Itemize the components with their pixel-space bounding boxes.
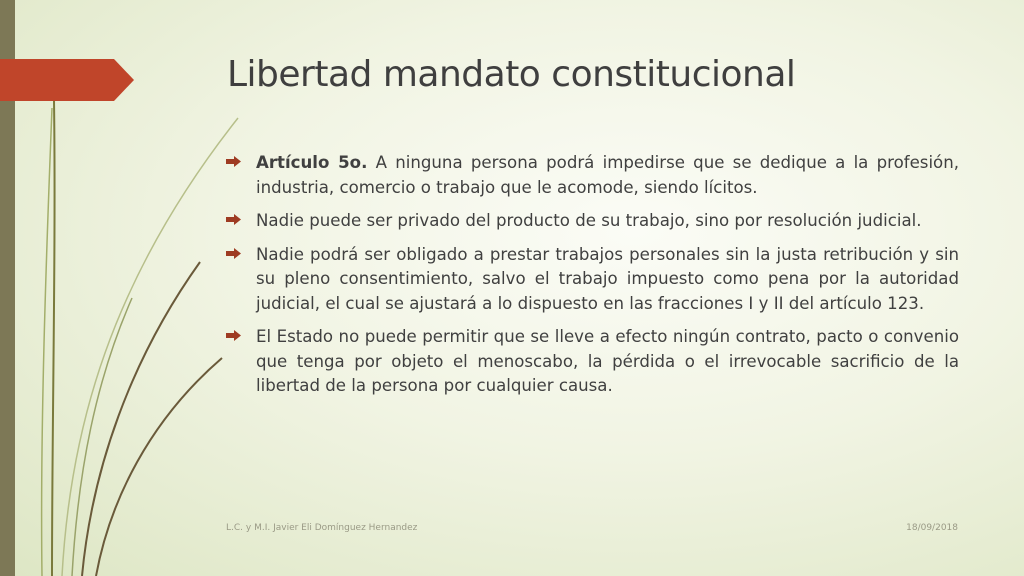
bullet-item	[226, 151, 959, 200]
bullet-text: Nadie podrá ser obligado a prestar trabajos personales sin la justa retribución y sin su pleno consentimiento, salvo el trabajo impuesto como pena por la autoridad judicial, el cual se ajustará a lo dispuesto en las fracciones I y II del artículo 123.	[256, 244, 959, 313]
arrow-right-icon	[226, 248, 241, 259]
bullet-item	[226, 243, 959, 317]
arrow-right-icon	[226, 156, 241, 167]
bullet-list	[226, 151, 959, 408]
bullet-item	[226, 325, 959, 399]
bullet-text: El Estado no puede permitir que se lleve a efecto ningún contrato, pacto o convenio que tenga por objeto el menoscabo, la pérdida o el irrevocable sacrificio de la libertad de la persona por cualquier causa.	[256, 327, 959, 395]
footer-author: L.C. y M.I. Javier Eli Domínguez Hernandez	[226, 523, 418, 533]
arrow-right-icon	[226, 214, 241, 225]
bullet-text: A ninguna persona podrá impedirse que se dedique a la profesión, industria, comercio o trabajo que le acomode, siendo lícitos.	[256, 153, 959, 197]
bullet-item	[226, 209, 959, 234]
slide-title: Libertad mandato constitucional	[227, 54, 796, 95]
arrow-right-icon	[226, 330, 241, 341]
accent-arrow-icon	[0, 59, 134, 101]
bullet-lead: Artículo 5o.	[256, 153, 368, 172]
footer-date: 18/09/2018	[906, 523, 958, 533]
bullet-text: Nadie puede ser privado del producto de su trabajo, sino por resolución judicial.	[256, 211, 922, 230]
